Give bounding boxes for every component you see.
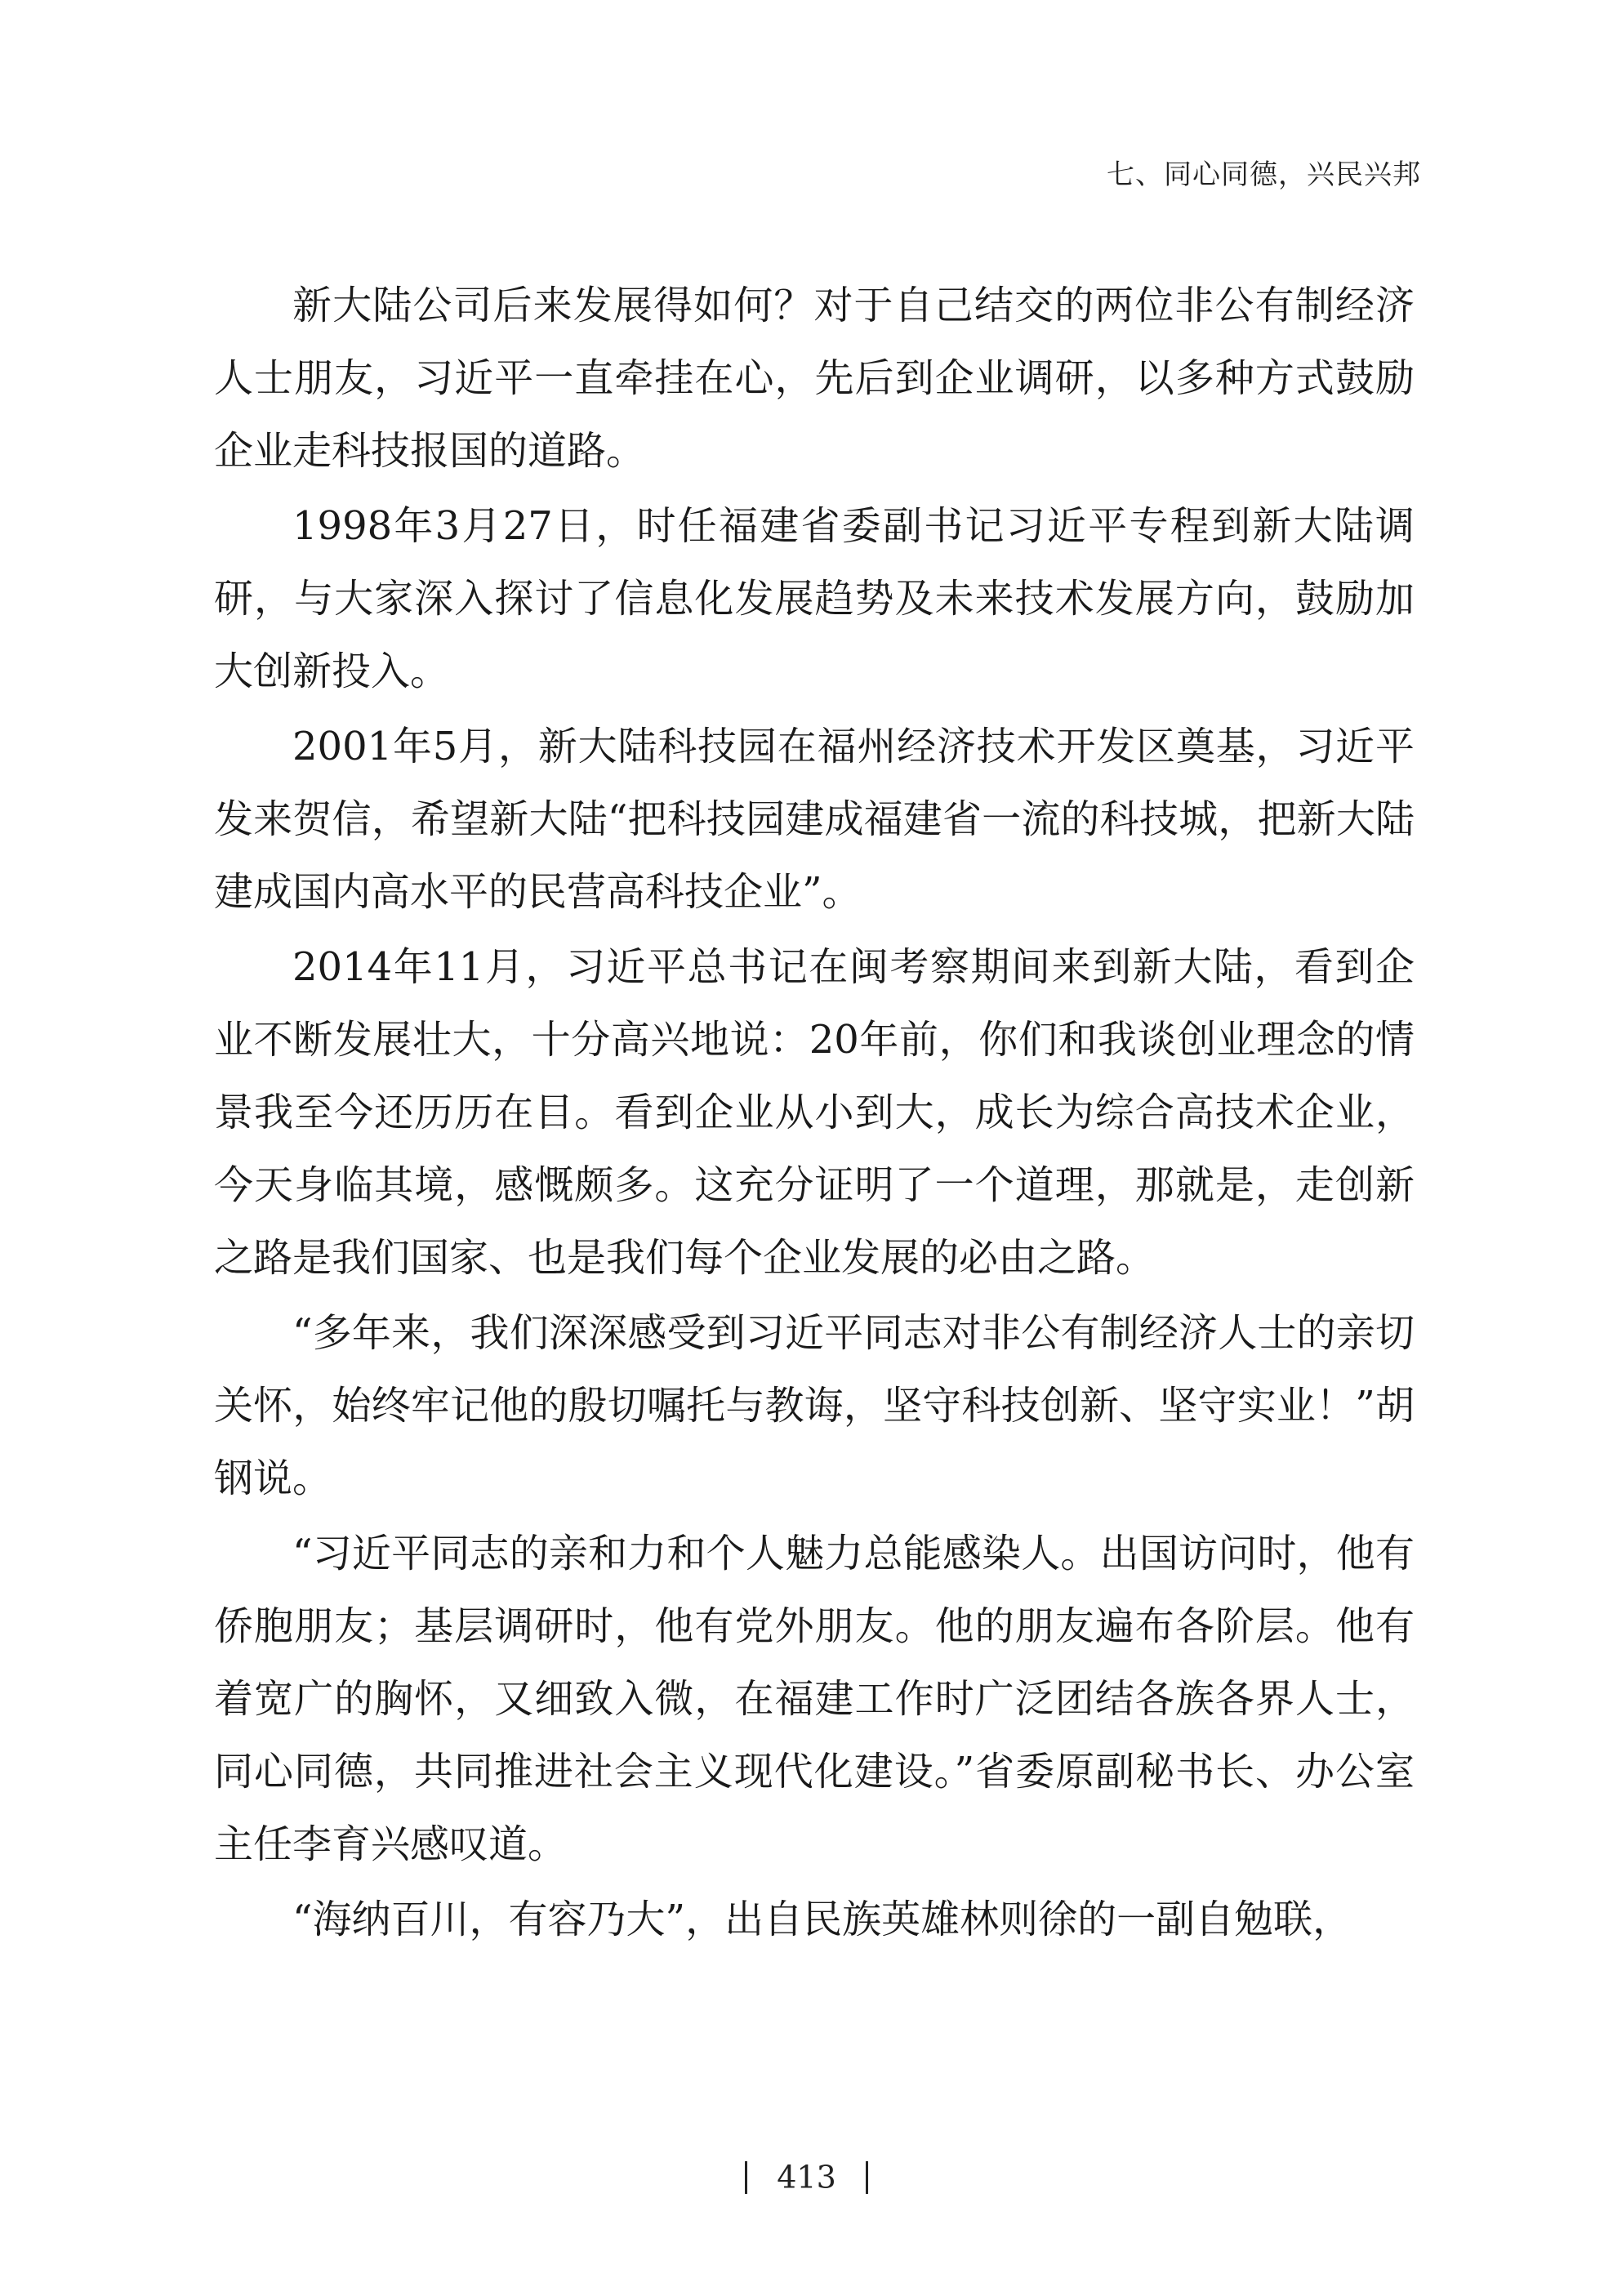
folio-divider-left	[745, 2161, 747, 2194]
page-footer	[0, 2156, 1613, 2196]
paragraph: 1998年3月27日，时任福建省委副书记习近平专程到新大陆调研，与大家深入探讨了信息化发展趋势及未来技术发展方向，鼓励加大创新投入。	[214, 503, 1415, 694]
paragraph: “多年来，我们深深感受到习近平同志对非公有制经济人士的亲切关怀，始终牢记他的殷切嘱托与教诲，坚守科技创新、坚守实业！”胡钢说。	[214, 1310, 1415, 1501]
paragraph: “海纳百川，有容乃大”，出自民族英雄林则徐的一副自勉联，	[292, 1897, 1352, 1942]
paragraph: 2001年5月，新大陆科技园在福州经济技术开发区奠基，习近平发来贺信，希望新大陆“把科技园建成福建省一流的科技城，把新大陆建成国内高水平的民营高科技企业”。	[214, 724, 1415, 915]
paragraph: 2014年11月，习近平总书记在闽考察期间来到新大陆，看到企业不断发展壮大，十分高兴地说：20年前，你们和我谈创业理念的情景我至今还历历在目。看到企业从小到大，成长为综合高技术企业，今天身临其境，感慨颇多。这充分证明了一个道理，那就是，走创新之路是我们国家、也是我们每个企业发展的必由之路。	[214, 944, 1415, 1281]
folio-divider-right	[866, 2161, 868, 2194]
paragraph: 新大陆公司后来发展得如何？对于自己结交的两位非公有制经济人士朋友，习近平一直牵挂在心，先后到企业调研，以多种方式鼓励企业走科技报国的道路。	[214, 283, 1415, 474]
paragraph: “习近平同志的亲和力和个人魅力总能感染人。出国访问时，他有侨胞朋友；基层调研时，他有党外朋友。他的朋友遍布各阶层。他有着宽广的胸怀，又细致入微，在福建工作时广泛团结各族各界人士，同心同德，共同推进社会主义现代化建设。”省委原副秘书长、办公室主任李育兴感叹道。	[214, 1531, 1415, 1867]
page-number: 413	[777, 2159, 836, 2196]
running-header: 七、同心同德，兴民兴邦	[1107, 158, 1421, 191]
body-text	[214, 270, 1415, 1959]
